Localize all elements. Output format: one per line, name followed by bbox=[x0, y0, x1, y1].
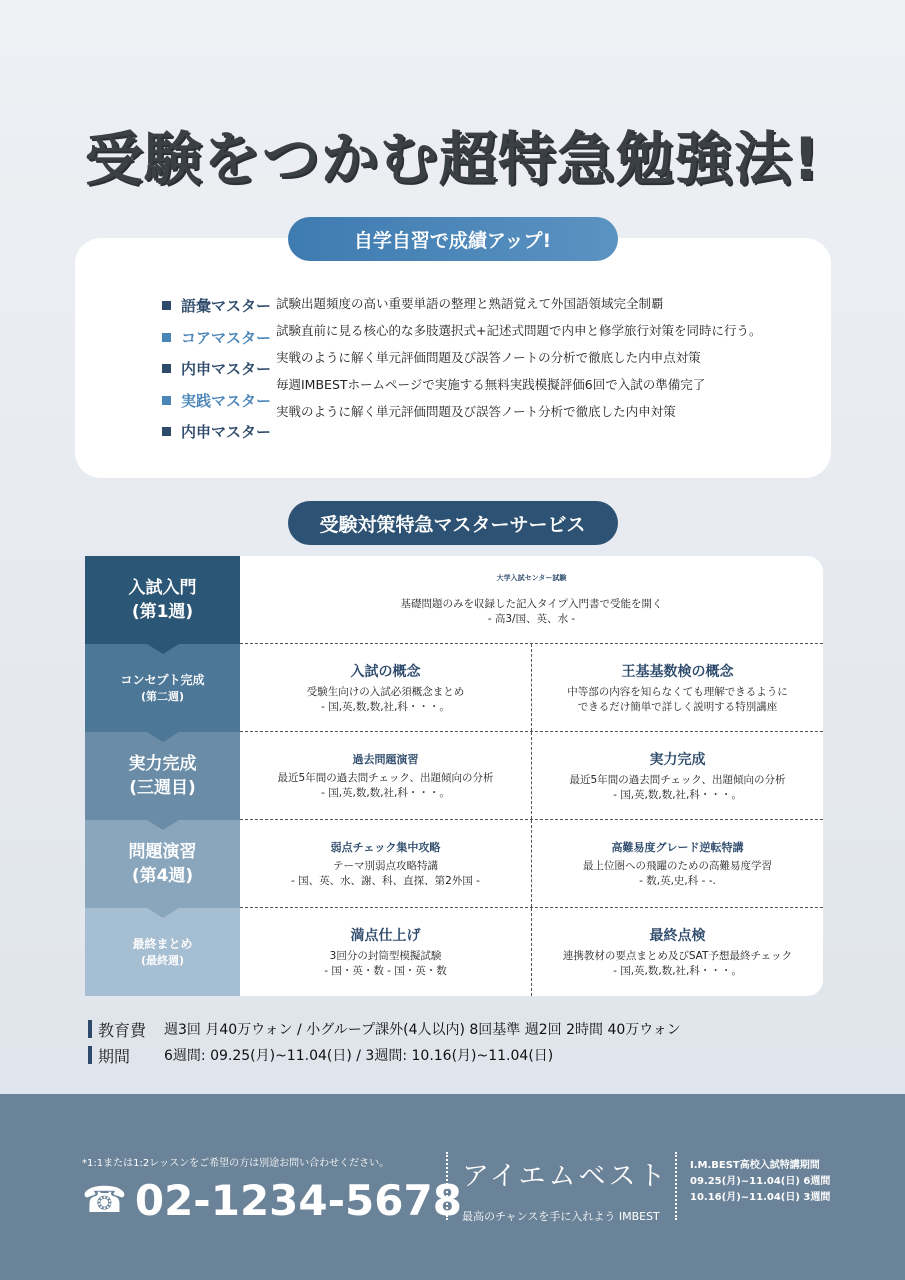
fee-value: 週3回 月40万ウォン / 小グループ課外(4人以内) 8回基準 週2回 2時間 40万ウォン bbox=[164, 1022, 681, 1038]
divider bbox=[675, 1152, 677, 1220]
feature-label-core: コアマスター bbox=[162, 322, 271, 354]
down-arrow-icon bbox=[147, 732, 179, 742]
schedule-rows bbox=[240, 556, 823, 996]
square-bullet-icon bbox=[162, 364, 171, 373]
feature-label-practice: 実践マスター bbox=[162, 385, 271, 417]
schedule-cell: 過去問題演習 最近5年間の過去問チェック、出題傾向の分析 - 国,英,数,数,社,科・・・。 bbox=[277, 752, 494, 799]
period-label: 期間 bbox=[98, 1046, 131, 1066]
period-1: 09.25(月)~11.04(日) 6週間 bbox=[690, 1176, 831, 1187]
schedule-row bbox=[240, 820, 823, 908]
bar-icon bbox=[88, 1020, 92, 1038]
feature-label-naishin-2: 内申マスター bbox=[162, 416, 271, 448]
self-study-pill: 自学自習で成績アップ! bbox=[288, 217, 618, 261]
period-value: 6週間: 09.25(月)~11.04(日) / 3週間: 10.16(月)~11.04(日) bbox=[164, 1048, 554, 1064]
feature-label-vocab: 語彙マスター bbox=[162, 290, 271, 322]
feature-descriptions bbox=[276, 289, 761, 424]
lesson-note: *1:1または1:2レッスンをご希望の方は別途お問い合わせください。 bbox=[82, 1158, 390, 1169]
bar-icon bbox=[88, 1046, 92, 1064]
week-4: 問題演習 (第4週) bbox=[85, 820, 240, 908]
feature-desc: 実戦のように解く単元評価問題及び誤答ノート分析で徹底した内申対策 bbox=[276, 403, 676, 419]
schedule-cell: 実力完成 最近5年間の過去問チェック、出題傾向の分析 - 国,英,数,数,社,科・・・。 bbox=[531, 732, 823, 819]
feature-desc: 試験出題頻度の高い重要単語の整理と熟語覚えて外国語領域完全制覇 bbox=[276, 295, 664, 311]
phone-text: 02-1234-5678 bbox=[134, 1176, 462, 1225]
phone-number[interactable] bbox=[82, 1176, 462, 1225]
schedule-row bbox=[240, 644, 823, 732]
feature-desc: 実戦のように解く単元評価問題及び誤答ノートの分析で徹底した内申点対策 bbox=[276, 349, 701, 365]
phone-icon: ☎ bbox=[82, 1180, 127, 1221]
brand-slogan: 最高のチャンスを手に入れよう IMBEST bbox=[462, 1210, 660, 1223]
period-row bbox=[88, 1042, 681, 1068]
down-arrow-icon bbox=[147, 644, 179, 654]
week-1: 入試入門 (第1週) bbox=[85, 556, 240, 644]
schedule-cell: 王基基数検の概念 中等部の内容を知らなくても理解できるように できるだけ簡単で詳しく説明する特別講座 bbox=[531, 644, 823, 731]
schedule-cell: 高難易度グレード逆転特講 最上位圏への飛躍のための高難易度学習 - 数,英,史,科 - -. bbox=[531, 820, 823, 907]
square-bullet-icon bbox=[162, 427, 171, 436]
fee-info bbox=[88, 1016, 681, 1068]
period-title: I.M.BEST高校入試特講期間 bbox=[690, 1160, 820, 1171]
week-3: 実力完成 (三週目) bbox=[85, 732, 240, 820]
brand-name: アイエムベスト bbox=[462, 1161, 669, 1192]
feature-desc: 毎週IMBESTホームページで実施する無料実践模擬評価6回で入試の準備完了 bbox=[276, 376, 706, 392]
feature-desc: 試験直前に見る核心的な多肢選択式+記述式問題で内申と修学旅行対策を同時に行う。 bbox=[276, 322, 762, 338]
square-bullet-icon bbox=[162, 301, 171, 310]
schedule-cell: 最終点検 連携教材の要点まとめ及びSAT予想最終チェック - 国,英,数,数,社,科・・・。 bbox=[531, 908, 823, 996]
schedule-cell: 入試の概念 受験生向けの入試必須概念まとめ - 国,英,数,数,社,科・・・。 bbox=[306, 663, 465, 713]
schedule-cell: 大学入試センター試験 基礎問題のみを収録した記入タイプ入門書で受能を開く - 高3/国、英、水 - bbox=[400, 573, 663, 625]
fee-row bbox=[88, 1016, 681, 1042]
week-5: 最終まとめ (最終週) bbox=[85, 908, 240, 996]
week-column bbox=[85, 556, 240, 996]
down-arrow-icon bbox=[147, 908, 179, 918]
square-bullet-icon bbox=[162, 333, 171, 342]
feature-label-naishin: 内申マスター bbox=[162, 353, 271, 385]
feature-labels bbox=[162, 290, 271, 448]
schedule-row bbox=[240, 732, 823, 820]
square-bullet-icon bbox=[162, 396, 171, 405]
fee-label: 教育費 bbox=[98, 1020, 147, 1040]
page-title: 受験をつかむ超特急勉強法! bbox=[84, 125, 821, 193]
week-2: コンセプト完成 (第二週) bbox=[85, 644, 240, 732]
course-periods bbox=[690, 1158, 830, 1206]
schedule-cell: 満点仕上げ 3回分の封筒型模擬試験 - 国・英・数 - 国・英・数 bbox=[324, 928, 447, 977]
schedule-row bbox=[240, 908, 823, 996]
period-2: 10.16(月)~11.04(日) 3週間 bbox=[690, 1192, 831, 1203]
down-arrow-icon bbox=[147, 820, 179, 830]
divider bbox=[446, 1152, 448, 1220]
schedule-row bbox=[240, 556, 823, 644]
service-pill: 受験対策特急マスターサービス bbox=[288, 501, 618, 545]
footer bbox=[0, 1094, 905, 1280]
schedule-cell: 弱点チェック集中攻略 テーマ別弱点攻略特講 - 国、英、水、謝、科、直探、第2外国 - bbox=[291, 840, 480, 887]
